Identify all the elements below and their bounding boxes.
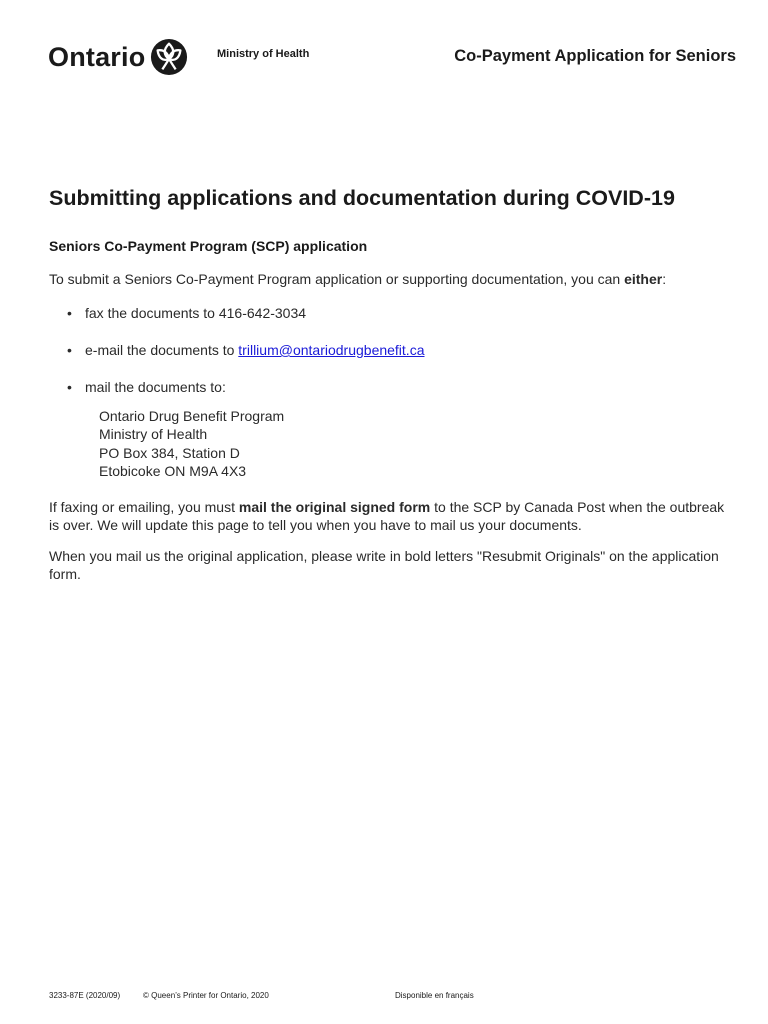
intro-punctuation: : bbox=[662, 271, 667, 287]
bullet-icon: • bbox=[67, 305, 72, 321]
list-item-mail bbox=[67, 378, 226, 396]
para1-text-start: If faxing or emailing, you must bbox=[49, 499, 239, 515]
para1-text-end: to the SCP by Canada Post when the outbreak is over. We will update this page to tell you when you have to mail us your documents. bbox=[49, 499, 725, 533]
bullet-icon: • bbox=[67, 379, 72, 395]
email-link[interactable]: trillium@ontariodrugbenefit.ca bbox=[238, 342, 425, 358]
logo-wordmark: Ontario bbox=[48, 41, 146, 72]
list-item-email bbox=[67, 341, 425, 359]
copyright-notice: © Queen’s Printer for Ontario, 2020 bbox=[143, 991, 269, 1000]
fax-text: fax the documents to 416-642-3034 bbox=[85, 305, 307, 321]
resubmit-paragraph: When you mail us the original application, please write in bold letters "Resubmit Originals" on the application form. bbox=[49, 548, 719, 582]
ministry-name: Ministry of Health bbox=[217, 48, 310, 60]
address-line: PO Box 384, Station D bbox=[99, 444, 240, 461]
intro-text: To submit a Seniors Co-Payment Program application or supporting documentation, you can bbox=[49, 271, 625, 287]
french-availability: Disponible en français bbox=[395, 991, 474, 1000]
mailing-address bbox=[99, 407, 284, 480]
bullet-icon: • bbox=[67, 342, 72, 358]
form-number: 3233-87E (2020/09) bbox=[49, 991, 121, 1000]
trillium-icon bbox=[150, 38, 188, 76]
section-heading: Seniors Co-Payment Program (SCP) application bbox=[49, 238, 368, 254]
list-item-fax bbox=[67, 304, 306, 322]
mail-text: mail the documents to: bbox=[85, 379, 226, 395]
address-line: Ontario Drug Benefit Program bbox=[99, 408, 285, 424]
intro-paragraph bbox=[49, 270, 666, 288]
form-title: Co-Payment Application for Seniors bbox=[454, 47, 736, 65]
para1-emphasis: mail the original signed form bbox=[238, 499, 431, 515]
email-text bbox=[85, 341, 425, 359]
page-title: Submitting applications and documentation during COVID-19 bbox=[49, 186, 675, 210]
address-line: Ministry of Health bbox=[99, 426, 208, 443]
intro-emphasis: either bbox=[624, 271, 663, 287]
address-line: Etobicoke ON M9A 4X3 bbox=[99, 462, 247, 479]
mail-original-paragraph bbox=[49, 498, 729, 534]
ontario-logo bbox=[48, 38, 188, 76]
email-prefix: e-mail the documents to bbox=[85, 342, 239, 358]
